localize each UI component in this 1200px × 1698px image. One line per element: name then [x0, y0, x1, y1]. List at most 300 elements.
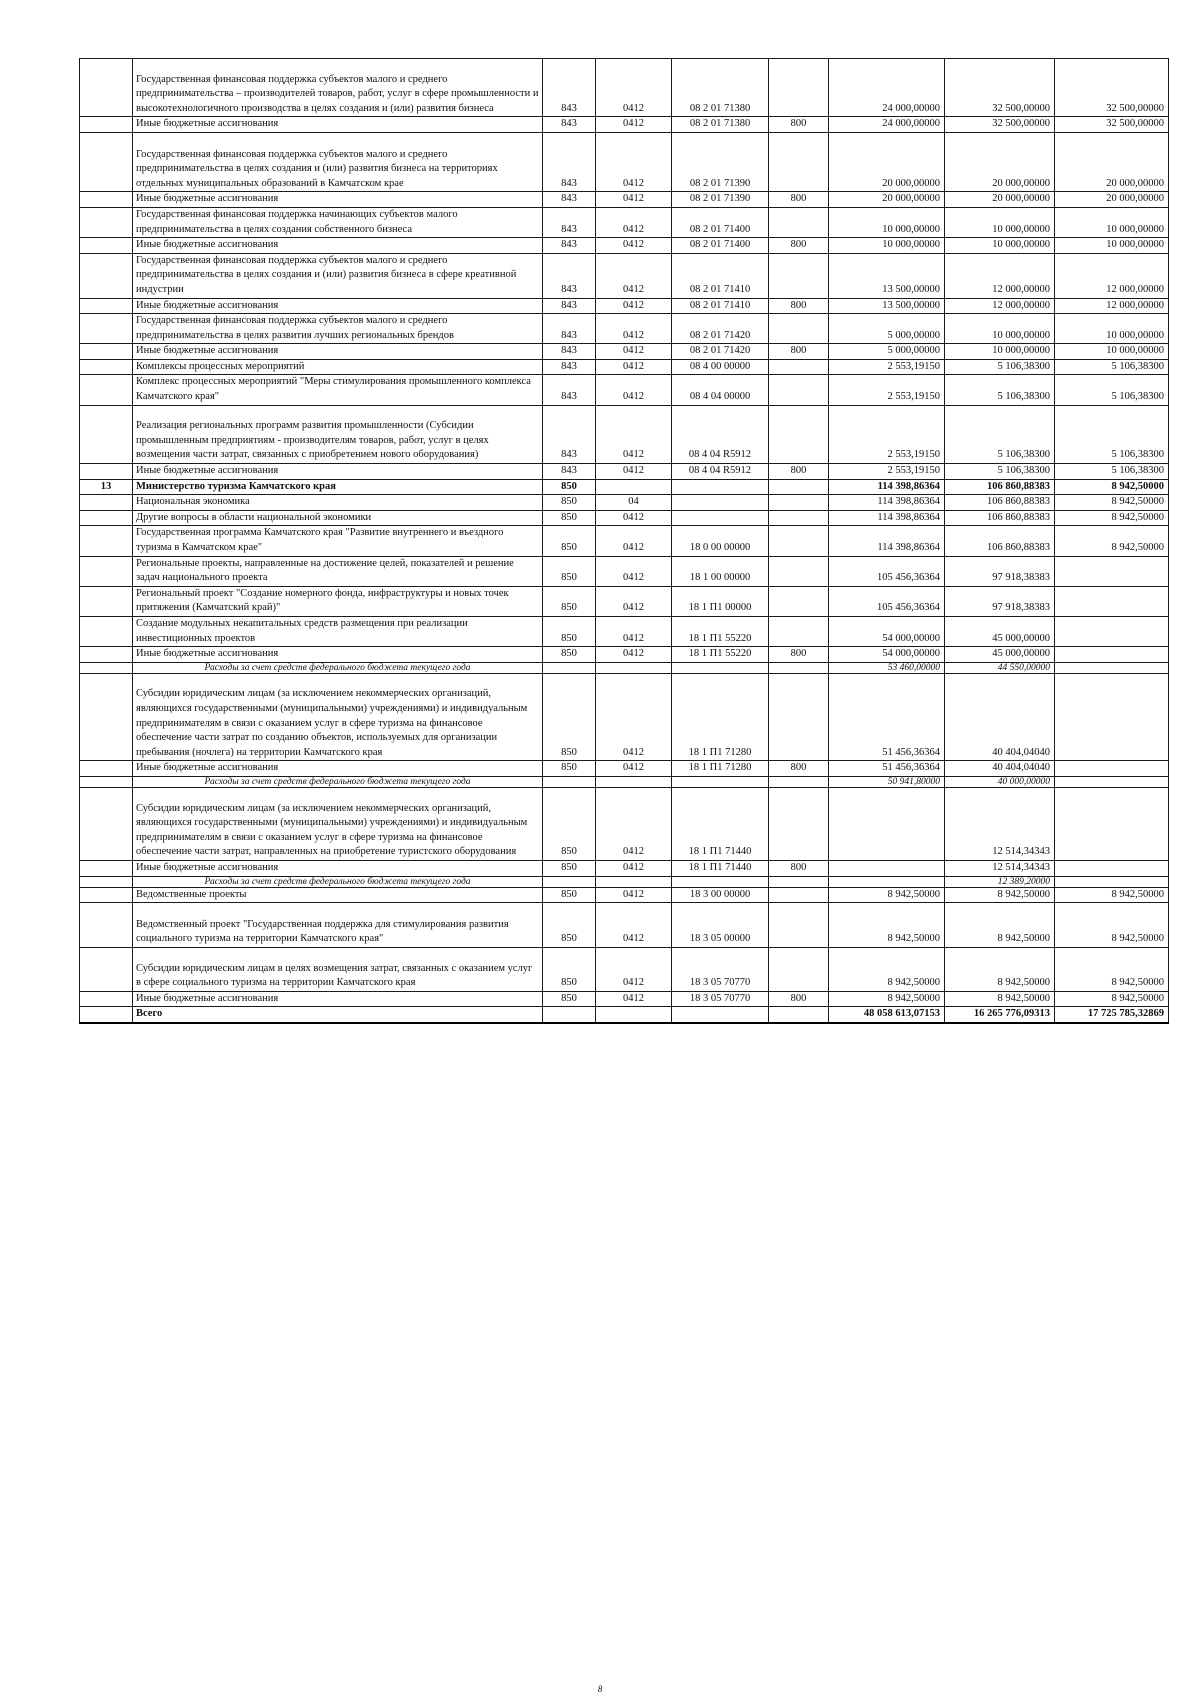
- row-amount-year1: 24 000,00000: [829, 59, 945, 117]
- row-ved-code: 850: [543, 556, 596, 586]
- row-number: [80, 117, 133, 133]
- row-target-article: 18 1 П1 55220: [672, 647, 769, 663]
- row-section-code: 0412: [596, 132, 672, 191]
- table-row: [80, 860, 1169, 876]
- row-number: [80, 344, 133, 360]
- row-ved-code: 843: [543, 405, 596, 463]
- row-name: Иные бюджетные ассигнования: [133, 991, 543, 1007]
- table-row: [80, 59, 1169, 117]
- row-amount-year2: 32 500,00000: [945, 59, 1055, 117]
- row-section-code: 0412: [596, 526, 672, 556]
- row-amount-year2: 5 106,38300: [945, 359, 1055, 375]
- row-name: Иные бюджетные ассигнования: [133, 464, 543, 480]
- row-amount-year2: 8 942,50000: [945, 903, 1055, 948]
- row-ved-code: 850: [543, 526, 596, 556]
- row-name: Национальная экономика: [133, 495, 543, 511]
- row-ved-code: 850: [543, 887, 596, 903]
- row-expense-type: 800: [769, 761, 829, 777]
- row-amount-year2: 106 860,88383: [945, 479, 1055, 495]
- row-number: [80, 860, 133, 876]
- row-target-article: 08 4 04 00000: [672, 375, 769, 405]
- row-amount-year3: 32 500,00000: [1055, 59, 1169, 117]
- row-ved-code: 850: [543, 510, 596, 526]
- table-row: [80, 359, 1169, 375]
- row-amount-year2: 106 860,88383: [945, 495, 1055, 511]
- table-row: [80, 991, 1169, 1007]
- row-expense-type: [769, 207, 829, 237]
- row-ved-code: 843: [543, 314, 596, 344]
- row-name: Реализация региональных программ развития промышленности (Субсидии промышленным предприятиям - производителям товаров, работ, услуг в целях возмещения части затрат, связанных с приобретением нового оборудования): [133, 405, 543, 463]
- table-row: [80, 556, 1169, 586]
- row-target-article: 08 2 01 71390: [672, 132, 769, 191]
- row-expense-type: [769, 375, 829, 405]
- row-amount-year2: 12 514,34343: [945, 860, 1055, 876]
- row-target-article: 18 1 П1 71440: [672, 860, 769, 876]
- row-target-article: 18 3 00 00000: [672, 887, 769, 903]
- row-expense-type: 800: [769, 298, 829, 314]
- row-target-article: [672, 662, 769, 673]
- row-amount-year2: 8 942,50000: [945, 887, 1055, 903]
- row-name: Субсидии юридическим лицам (за исключением некоммерческих организаций, являющихся государственными (муниципальными) учреждениями) и индивидуальным предпринимателям в связи с оказанием услуг в сфере туризма на финансовое обеспечение части затрат по созданию объектов, используемых для организации пребывания (ночлега) на территории Камчатского края: [133, 673, 543, 761]
- row-number: [80, 876, 133, 887]
- row-expense-type: [769, 617, 829, 647]
- page-number: 8: [597, 1684, 603, 1694]
- row-expense-type: [769, 876, 829, 887]
- row-name: Создание модульных некапитальных средств размещения при реализации инвестиционных проектов: [133, 617, 543, 647]
- row-amount-year1: 114 398,86364: [829, 479, 945, 495]
- row-section-code: 0412: [596, 673, 672, 761]
- row-ved-code: [543, 662, 596, 673]
- row-amount-year3: [1055, 787, 1169, 860]
- row-amount-year1: 13 500,00000: [829, 253, 945, 298]
- row-section-code: 0412: [596, 405, 672, 463]
- row-number: [80, 662, 133, 673]
- row-amount-year1: 10 000,00000: [829, 207, 945, 237]
- table-row: [80, 887, 1169, 903]
- row-expense-type: 800: [769, 344, 829, 360]
- row-expense-type: [769, 887, 829, 903]
- row-expense-type: [769, 776, 829, 787]
- row-number: [80, 617, 133, 647]
- row-amount-year1: 2 553,19150: [829, 464, 945, 480]
- row-amount-year2: 8 942,50000: [945, 947, 1055, 991]
- row-section-code: 0412: [596, 192, 672, 208]
- row-amount-year1: 10 000,00000: [829, 238, 945, 254]
- table-row: [80, 673, 1169, 761]
- row-expense-type: [769, 314, 829, 344]
- row-ved-code: [543, 776, 596, 787]
- row-number: [80, 464, 133, 480]
- row-name: Государственная финансовая поддержка субъектов малого и среднего предпринимательства в целях создания и (или) развития бизнеса в сфере креативной индустрии: [133, 253, 543, 298]
- row-target-article: 18 3 05 70770: [672, 991, 769, 1007]
- row-expense-type: 800: [769, 860, 829, 876]
- row-amount-year1: 24 000,00000: [829, 117, 945, 133]
- row-amount-year1: 51 456,36364: [829, 673, 945, 761]
- row-section-code: [596, 479, 672, 495]
- row-ved-code: 850: [543, 761, 596, 777]
- row-amount-year2: 45 000,00000: [945, 647, 1055, 663]
- row-amount-year3: [1055, 586, 1169, 616]
- row-amount-year2: 5 106,38300: [945, 464, 1055, 480]
- total-row: [80, 1007, 1169, 1023]
- row-ved-code: 843: [543, 207, 596, 237]
- row-amount-year2: 97 918,38383: [945, 586, 1055, 616]
- row-target-article: 18 1 П1 71440: [672, 787, 769, 860]
- row-expense-type: [769, 253, 829, 298]
- row-name: Иные бюджетные ассигнования: [133, 192, 543, 208]
- table-row: [80, 947, 1169, 991]
- row-name: Расходы за счет средств федерального бюджета текущего года: [133, 662, 543, 673]
- row-name: Иные бюджетные ассигнования: [133, 860, 543, 876]
- row-name: Государственная финансовая поддержка начинающих субъектов малого предпринимательства в целях создания собственного бизнеса: [133, 207, 543, 237]
- row-ved-code: 850: [543, 991, 596, 1007]
- table-row: [80, 662, 1169, 673]
- row-amount-year3: 8 942,50000: [1055, 495, 1169, 511]
- table-row: [80, 761, 1169, 777]
- row-name: Министерство туризма Камчатского края: [133, 479, 543, 495]
- row-expense-type: [769, 903, 829, 948]
- row-amount-year1: 114 398,86364: [829, 526, 945, 556]
- row-name: Расходы за счет средств федерального бюджета текущего года: [133, 776, 543, 787]
- table-row: [80, 510, 1169, 526]
- row-number: [80, 647, 133, 663]
- row-target-article: [672, 510, 769, 526]
- row-expense-type: [769, 662, 829, 673]
- row-ved-code: 843: [543, 344, 596, 360]
- row-number: 13: [80, 479, 133, 495]
- row-ved-code: 843: [543, 359, 596, 375]
- row-ved-code: 850: [543, 860, 596, 876]
- row-amount-year1: 105 456,36364: [829, 556, 945, 586]
- row-name: Другие вопросы в области национальной экономики: [133, 510, 543, 526]
- table-row: [80, 776, 1169, 787]
- row-amount-year2: 5 106,38300: [945, 375, 1055, 405]
- row-ved-code: 850: [543, 617, 596, 647]
- row-number: [80, 991, 133, 1007]
- row-ved-code: 843: [543, 298, 596, 314]
- row-expense-type: [769, 59, 829, 117]
- row-amount-year3: 5 106,38300: [1055, 464, 1169, 480]
- row-number: [80, 1007, 133, 1023]
- row-number: [80, 495, 133, 511]
- row-amount-year3: [1055, 556, 1169, 586]
- table-row: [80, 526, 1169, 556]
- row-expense-type: 800: [769, 647, 829, 663]
- row-amount-year3: 5 106,38300: [1055, 405, 1169, 463]
- row-name: Всего: [133, 1007, 543, 1023]
- row-amount-year1: 50 941,80000: [829, 776, 945, 787]
- row-amount-year2: 10 000,00000: [945, 238, 1055, 254]
- row-amount-year1: 2 553,19150: [829, 359, 945, 375]
- row-amount-year1: 8 942,50000: [829, 991, 945, 1007]
- table-row: [80, 495, 1169, 511]
- row-amount-year3: 17 725 785,32869: [1055, 1007, 1169, 1023]
- row-target-article: 08 2 01 71380: [672, 59, 769, 117]
- row-amount-year1: 20 000,00000: [829, 192, 945, 208]
- row-ved-code: 843: [543, 132, 596, 191]
- table-row: [80, 117, 1169, 133]
- row-section-code: 0412: [596, 586, 672, 616]
- row-expense-type: 800: [769, 238, 829, 254]
- row-target-article: 18 1 П1 71280: [672, 673, 769, 761]
- row-ved-code: 843: [543, 192, 596, 208]
- row-amount-year2: 12 514,34343: [945, 787, 1055, 860]
- row-number: [80, 947, 133, 991]
- row-ved-code: 843: [543, 59, 596, 117]
- row-number: [80, 359, 133, 375]
- row-amount-year1: 8 942,50000: [829, 903, 945, 948]
- row-amount-year2: 40 404,04040: [945, 761, 1055, 777]
- row-amount-year3: 10 000,00000: [1055, 207, 1169, 237]
- row-name: Иные бюджетные ассигнования: [133, 238, 543, 254]
- row-amount-year2: 12 389,20000: [945, 876, 1055, 887]
- row-number: [80, 776, 133, 787]
- row-number: [80, 207, 133, 237]
- row-name: Иные бюджетные ассигнования: [133, 647, 543, 663]
- row-expense-type: [769, 495, 829, 511]
- table-row: [80, 314, 1169, 344]
- row-name: Иные бюджетные ассигнования: [133, 761, 543, 777]
- row-section-code: 04: [596, 495, 672, 511]
- row-ved-code: 850: [543, 495, 596, 511]
- row-expense-type: [769, 405, 829, 463]
- row-amount-year3: 5 106,38300: [1055, 375, 1169, 405]
- row-number: [80, 314, 133, 344]
- row-section-code: 0412: [596, 359, 672, 375]
- row-expense-type: [769, 1007, 829, 1023]
- table-row: [80, 479, 1169, 495]
- row-section-code: 0412: [596, 59, 672, 117]
- row-amount-year1: 114 398,86364: [829, 495, 945, 511]
- row-amount-year2: 20 000,00000: [945, 192, 1055, 208]
- row-expense-type: [769, 673, 829, 761]
- row-amount-year3: 5 106,38300: [1055, 359, 1169, 375]
- row-amount-year2: 40 404,04040: [945, 673, 1055, 761]
- row-expense-type: [769, 510, 829, 526]
- row-ved-code: 850: [543, 647, 596, 663]
- row-number: [80, 298, 133, 314]
- row-amount-year1: 8 942,50000: [829, 887, 945, 903]
- row-number: [80, 787, 133, 860]
- row-amount-year3: 10 000,00000: [1055, 238, 1169, 254]
- row-ved-code: 850: [543, 479, 596, 495]
- row-ved-code: 843: [543, 375, 596, 405]
- row-target-article: 18 3 05 70770: [672, 947, 769, 991]
- table-row: [80, 903, 1169, 948]
- row-amount-year1: 13 500,00000: [829, 298, 945, 314]
- row-amount-year3: 32 500,00000: [1055, 117, 1169, 133]
- row-section-code: 0412: [596, 887, 672, 903]
- row-number: [80, 526, 133, 556]
- table-row: [80, 787, 1169, 860]
- row-name: Субсидии юридическим лицам (за исключением некоммерческих организаций, являющихся государственными (муниципальными) учреждениями) и индивидуальным предпринимателям в связи с оказанием услуг в сфере туризма на финансовое обеспечение части затрат, направленных на приобретение туристского оборудования: [133, 787, 543, 860]
- row-target-article: 08 2 01 71400: [672, 207, 769, 237]
- row-section-code: 0412: [596, 207, 672, 237]
- row-amount-year1: 5 000,00000: [829, 344, 945, 360]
- row-amount-year3: 8 942,50000: [1055, 526, 1169, 556]
- row-target-article: 18 1 П1 55220: [672, 617, 769, 647]
- row-amount-year3: [1055, 617, 1169, 647]
- row-expense-type: [769, 526, 829, 556]
- row-target-article: 08 2 01 71400: [672, 238, 769, 254]
- row-amount-year1: 105 456,36364: [829, 586, 945, 616]
- row-amount-year1: 2 553,19150: [829, 375, 945, 405]
- row-section-code: 0412: [596, 314, 672, 344]
- row-amount-year1: 114 398,86364: [829, 510, 945, 526]
- table-row: [80, 876, 1169, 887]
- table-row: [80, 253, 1169, 298]
- row-section-code: 0412: [596, 117, 672, 133]
- row-target-article: 08 2 01 71410: [672, 298, 769, 314]
- row-expense-type: [769, 479, 829, 495]
- row-amount-year3: [1055, 673, 1169, 761]
- row-amount-year1: 2 553,19150: [829, 405, 945, 463]
- row-section-code: 0412: [596, 647, 672, 663]
- row-number: [80, 761, 133, 777]
- row-amount-year1: [829, 876, 945, 887]
- row-section-code: 0412: [596, 253, 672, 298]
- row-name: Комплекс процессных мероприятий "Меры стимулирования промышленного комплекса Камчатского края": [133, 375, 543, 405]
- row-section-code: 0412: [596, 375, 672, 405]
- row-number: [80, 586, 133, 616]
- row-amount-year1: 20 000,00000: [829, 132, 945, 191]
- row-expense-type: [769, 787, 829, 860]
- row-target-article: 08 2 01 71390: [672, 192, 769, 208]
- row-amount-year1: 51 456,36364: [829, 761, 945, 777]
- row-amount-year2: 45 000,00000: [945, 617, 1055, 647]
- row-amount-year3: [1055, 647, 1169, 663]
- row-target-article: 18 3 05 00000: [672, 903, 769, 948]
- row-amount-year2: 20 000,00000: [945, 132, 1055, 191]
- row-ved-code: 843: [543, 253, 596, 298]
- row-amount-year3: [1055, 761, 1169, 777]
- row-target-article: 08 2 01 71420: [672, 344, 769, 360]
- row-name: Субсидии юридическим лицам в целях возмещения затрат, связанных с оказанием услуг в сфере социального туризма на территории Камчатского края: [133, 947, 543, 991]
- row-number: [80, 405, 133, 463]
- row-target-article: 18 1 П1 00000: [672, 586, 769, 616]
- row-name: Ведомственные проекты: [133, 887, 543, 903]
- row-name: Иные бюджетные ассигнования: [133, 117, 543, 133]
- row-target-article: [672, 1007, 769, 1023]
- row-number: [80, 556, 133, 586]
- row-number: [80, 238, 133, 254]
- row-ved-code: 850: [543, 586, 596, 616]
- row-ved-code: 850: [543, 947, 596, 991]
- row-expense-type: 800: [769, 464, 829, 480]
- row-amount-year1: [829, 860, 945, 876]
- row-ved-code: [543, 1007, 596, 1023]
- row-amount-year2: 106 860,88383: [945, 510, 1055, 526]
- row-amount-year3: 8 942,50000: [1055, 887, 1169, 903]
- row-amount-year2: 40 000,00000: [945, 776, 1055, 787]
- row-amount-year2: 32 500,00000: [945, 117, 1055, 133]
- row-amount-year3: [1055, 860, 1169, 876]
- row-expense-type: 800: [769, 192, 829, 208]
- row-section-code: 0412: [596, 298, 672, 314]
- row-amount-year3: 8 942,50000: [1055, 903, 1169, 948]
- row-amount-year2: 44 550,00000: [945, 662, 1055, 673]
- table-row: [80, 617, 1169, 647]
- row-amount-year3: 10 000,00000: [1055, 344, 1169, 360]
- row-expense-type: [769, 556, 829, 586]
- row-target-article: 08 4 04 R5912: [672, 464, 769, 480]
- row-target-article: 08 2 01 71410: [672, 253, 769, 298]
- row-number: [80, 192, 133, 208]
- row-amount-year3: [1055, 776, 1169, 787]
- row-section-code: 0412: [596, 991, 672, 1007]
- row-target-article: [672, 479, 769, 495]
- row-target-article: 18 0 00 00000: [672, 526, 769, 556]
- row-amount-year3: 20 000,00000: [1055, 132, 1169, 191]
- row-amount-year3: [1055, 876, 1169, 887]
- row-amount-year1: 8 942,50000: [829, 947, 945, 991]
- row-amount-year1: 48 058 613,07153: [829, 1007, 945, 1023]
- row-target-article: 08 4 00 00000: [672, 359, 769, 375]
- row-name: Государственная финансовая поддержка субъектов малого и среднего предпринимательства в целях создания и (или) развития бизнеса на территориях отдельных муниципальных образований в Камчатском крае: [133, 132, 543, 191]
- row-target-article: 08 2 01 71380: [672, 117, 769, 133]
- table-row: [80, 192, 1169, 208]
- row-amount-year2: 106 860,88383: [945, 526, 1055, 556]
- row-amount-year3: 8 942,50000: [1055, 479, 1169, 495]
- row-amount-year1: 54 000,00000: [829, 617, 945, 647]
- row-expense-type: 800: [769, 117, 829, 133]
- row-section-code: 0412: [596, 903, 672, 948]
- row-target-article: [672, 776, 769, 787]
- row-name: Государственная программа Камчатского края "Развитие внутреннего и въездного туризма в Камчатском крае": [133, 526, 543, 556]
- row-amount-year1: 5 000,00000: [829, 314, 945, 344]
- table-row: [80, 405, 1169, 463]
- row-amount-year3: 8 942,50000: [1055, 947, 1169, 991]
- row-name: Государственная финансовая поддержка субъектов малого и среднего предпринимательства в целях развития лучших региональных брендов: [133, 314, 543, 344]
- row-amount-year2: 12 000,00000: [945, 253, 1055, 298]
- row-name: Комплексы процессных мероприятий: [133, 359, 543, 375]
- row-ved-code: 843: [543, 464, 596, 480]
- row-amount-year2: 8 942,50000: [945, 991, 1055, 1007]
- row-section-code: [596, 662, 672, 673]
- row-name: Иные бюджетные ассигнования: [133, 298, 543, 314]
- row-name: Государственная финансовая поддержка субъектов малого и среднего предпринимательства – производителей товаров, работ, услуг в сфере промышленности и высокотехнологичного производства в целях создания и (или) развития бизнеса: [133, 59, 543, 117]
- row-amount-year2: 97 918,38383: [945, 556, 1055, 586]
- row-amount-year2: 16 265 776,09313: [945, 1007, 1055, 1023]
- row-amount-year1: [829, 787, 945, 860]
- row-ved-code: 850: [543, 673, 596, 761]
- row-number: [80, 132, 133, 191]
- row-ved-code: 843: [543, 117, 596, 133]
- table-row: [80, 238, 1169, 254]
- row-amount-year1: 53 460,00000: [829, 662, 945, 673]
- row-amount-year3: 12 000,00000: [1055, 253, 1169, 298]
- table-row: [80, 344, 1169, 360]
- row-name: Региональные проекты, направленные на достижение целей, показателей и решение задач национального проекта: [133, 556, 543, 586]
- row-number: [80, 673, 133, 761]
- row-amount-year2: 10 000,00000: [945, 344, 1055, 360]
- row-section-code: 0412: [596, 464, 672, 480]
- row-number: [80, 59, 133, 117]
- row-number: [80, 375, 133, 405]
- row-section-code: 0412: [596, 787, 672, 860]
- row-section-code: 0412: [596, 238, 672, 254]
- row-target-article: [672, 876, 769, 887]
- row-ved-code: 850: [543, 787, 596, 860]
- row-expense-type: [769, 359, 829, 375]
- row-target-article: 18 1 П1 71280: [672, 761, 769, 777]
- table-row: [80, 298, 1169, 314]
- table-row: [80, 132, 1169, 191]
- row-target-article: 08 4 04 R5912: [672, 405, 769, 463]
- table-row: [80, 464, 1169, 480]
- table-row: [80, 375, 1169, 405]
- row-ved-code: [543, 876, 596, 887]
